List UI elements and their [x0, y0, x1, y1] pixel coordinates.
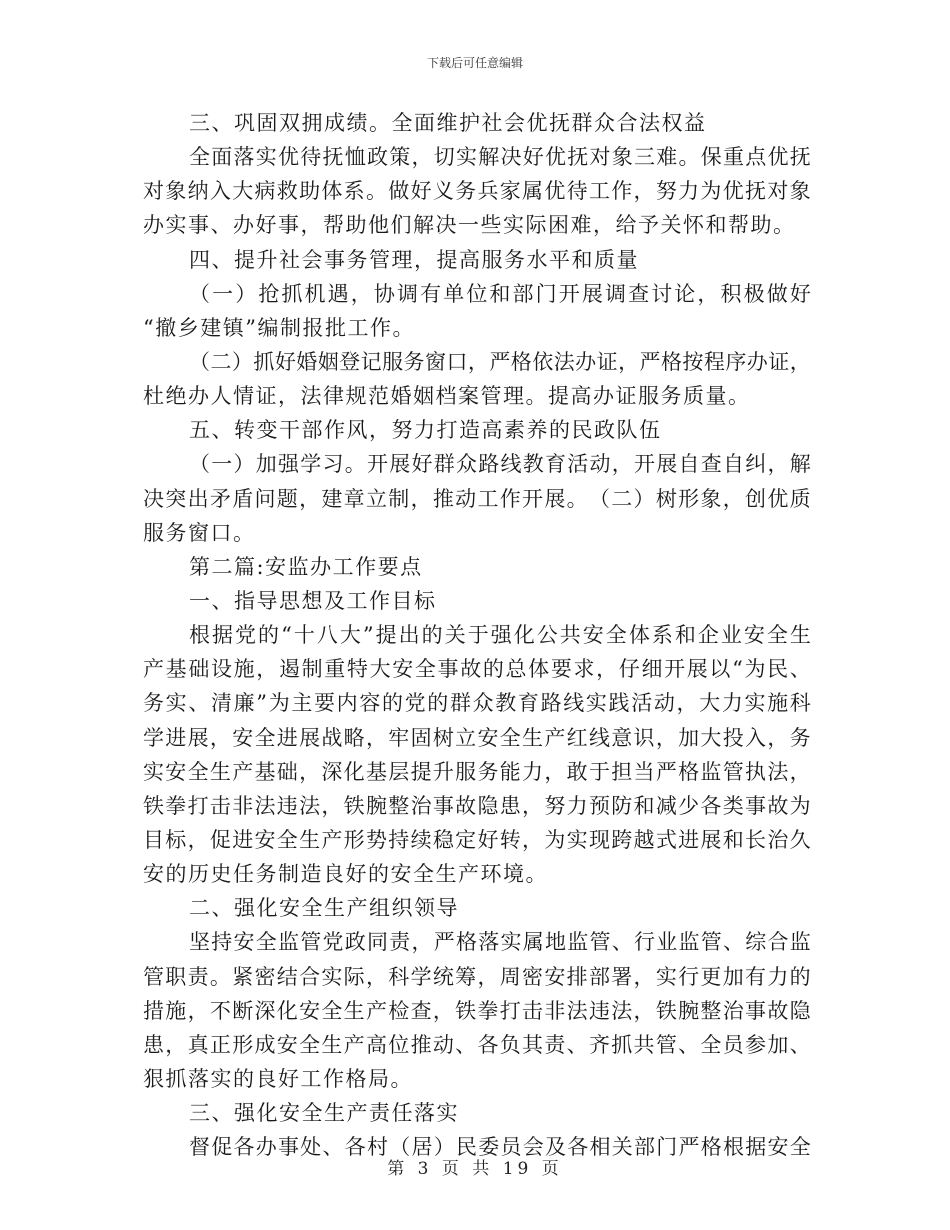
- text-line: 三、巩固双拥成绩。全面维护社会优抚群众合法权益: [189, 111, 707, 135]
- text-line: “撤乡建镇”编制报批工作。: [143, 315, 415, 340]
- text-line: 安的历史任务制造良好的安全生产环境。: [143, 862, 548, 887]
- text-line: 三、强化安全生产责任落实: [189, 1101, 459, 1126]
- text-line: 四、提升社会事务管理，提高服务水平和质量: [189, 247, 639, 272]
- text-line: 一、指导思想及工作目标: [189, 588, 437, 613]
- text-line: 措 施 ， 不 断 深 化 安 全 生 产 检 查 ， 铁 拳 打 击 非 法 违 法 ， 铁 腕 整 治 事 故 隐: [143, 998, 811, 1023]
- text-line: 第二篇:安监办工作要点: [189, 554, 423, 579]
- text-line: （ 二 ） 抓 好 婚 姻 登 记 服 务 窗 口 ， 严 格 依 法 办 证 ， 严 格 按 程 序 办 证 ，: [189, 349, 811, 374]
- text-line: 目 标 ， 促 进 安 全 生 产 形 势 持 续 稳 定 好 转 ， 为 实 现 跨 越 式 进 展 和 长 治 久: [143, 827, 811, 852]
- text-line: 决 突 出 矛 盾 问 题 ， 建 章 立 制 ， 推 动 工 作 开 展 。 （ 二 ） 树 形 象 ， 创 优 质: [143, 486, 811, 511]
- text-line: 服务窗口。: [143, 520, 256, 545]
- text-line: 办实事、办好事，帮助他们解决一些实际困难，给予关怀和帮助。: [143, 213, 796, 238]
- text-line: 坚 持 安 全 监 管 党 政 同 责 ， 严 格 落 实 属 地 监 管 、 行 业 监 管 、 综 合 监: [189, 930, 811, 955]
- text-line: 督 促 各 办 事 处 、 各 村 （ 居 ） 民 委 员 会 及 各 相 关 部 门 严 格 根 据 安 全: [189, 1135, 811, 1160]
- text-line: 患 ， 真 正 形 成 安 全 生 产 高 位 推 动 、 各 负 其 责 、 齐 抓 共 管 、 全 员 参 加 、: [143, 1032, 811, 1057]
- text-line: 产 基 础 设 施 ， 遏 制 重 特 大 安 全 事 故 的 总 体 要 求 ， 仔 细 开 展 以 “ 为 民 、: [143, 657, 811, 682]
- document-body: [143, 106, 811, 1164]
- text-line: 杜绝办人情证，法律规范婚姻档案管理。提高办证服务质量。: [143, 384, 751, 409]
- text-line: 管 职 责 。 紧 密 结 合 实 际 ， 科 学 统 筹 ， 周 密 安 排 部 署 ， 实 行 更 加 有 力 的: [143, 964, 811, 989]
- page-footer: 第 3 页 共 19 页: [387, 1159, 563, 1179]
- text-line: 学 进 展 ， 安 全 进 展 战 略 ， 牢 固 树 立 安 全 生 产 红 线 意 识 ， 加 大 投 入 ， 务: [143, 725, 811, 750]
- page-header: 下载后可任意编辑: [426, 56, 523, 70]
- text-line: 全 面 落 实 优 待 抚 恤 政 策 ， 切 实 解 决 好 优 抚 对 象 三 难 。 保 重 点 优 抚: [189, 145, 811, 170]
- text-line: 五、转变干部作风，努力打造高素养的民政队伍: [189, 418, 662, 443]
- text-line: 根 据 党 的 “ 十 八 大 ” 提 出 的 关 于 强 化 公 共 安 全 体 系 和 企 业 安 全 生: [189, 623, 811, 648]
- text-line: （ 一 ） 抢 抓 机 遇 ， 协 调 有 单 位 和 部 门 开 展 调 查 讨 论 ， 积 极 做 好: [189, 281, 811, 306]
- text-line: 铁 拳 打 击 非 法 违 法 ， 铁 腕 整 治 事 故 隐 患 ， 努 力 预 防 和 减 少 各 类 事 故 为: [143, 793, 811, 818]
- text-line: 实 安 全 生 产 基 础 ， 深 化 基 层 提 升 服 务 能 力 ， 敢 于 担 当 严 格 监 管 执 法 ，: [143, 759, 811, 784]
- text-line: 对 象 纳 入 大 病 救 助 体 系 。 做 好 义 务 兵 家 属 优 待 工 作 ， 努 力 为 优 抚 对 象: [143, 179, 811, 204]
- text-line: 狠抓落实的良好工作格局。: [143, 1066, 413, 1091]
- text-line: （ 一 ） 加 强 学 习 。 开 展 好 群 众 路 线 教 育 活 动 ， 开 展 自 查 自 纠 ， 解: [189, 452, 811, 477]
- text-line: 务 实 、 清 廉 ” 为 主 要 内 容 的 党 的 群 众 教 育 路 线 实 践 活 动 ， 大 力 实 施 科: [143, 691, 811, 716]
- text-line: 二、强化安全生产组织领导: [189, 896, 459, 921]
